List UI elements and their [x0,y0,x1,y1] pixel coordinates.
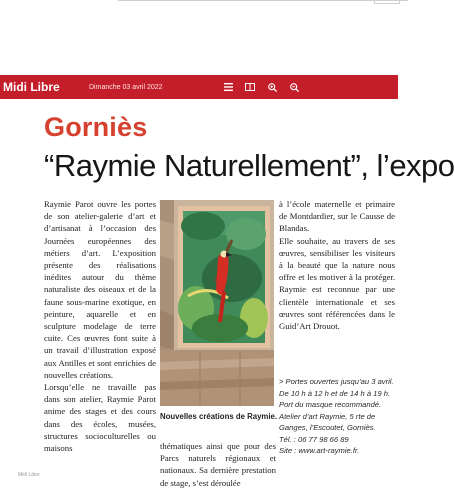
photo-caption: Nouvelles créations de Raymie. [160,412,278,421]
article-headline: “Raymie Naturellement”, l’expo [44,148,455,183]
paragraph: Raymie Parot ouvre les portes de son atelier-galerie d’art et d’artisanat à l’occasion des Journées européennes des métiers d’art. L’exposition présente des réalisations inédites autour du thème naturaliste des oiseaux et de la faune sous-marine exotique, en peinture, aquarelle et en sculpture modelage de terre cuite. Ces œuvres font suite à un travail d’illustration exposé aux Antilles et sont enrichies de nouvelles créations. [44,199,156,380]
painting-photo-illustration [160,200,274,406]
newspaper-brand: Midi Libre [3,80,60,94]
info-line-phone: Tél. : 06 77 98 66 89 [279,434,349,444]
article-column-1 [44,198,156,454]
article-photo [160,200,274,406]
article-column-3 [279,198,395,332]
paragraph: à l’école maternelle et primaire de Montdardier, sur le Causse de Blandas. [279,199,395,234]
paragraph: Elle souhaite, au travers de ses œuvres, sensibiliser les visiteurs à la beauté que la nature nous offre et les motiver à la protéger. Raymie est reconnue par une clientèle internationale et ses œuvres sont référencées dans le Guid’Art Drouot. [279,235,395,332]
info-line-website: Site : www.art-raymie.fr. [279,446,360,455]
reader-header-bar [0,75,398,99]
side-watermark: Midi Libre [18,472,40,478]
issue-date: Dimanche 03 avril 2022 [89,83,163,91]
section-title: Gorniès [44,112,148,142]
reader-icon[interactable] [239,75,261,99]
menu-icon[interactable] [217,75,239,99]
info-line-hours: > Portes ouvertes jusqu’au 3 avril. De 10 h à 12 h et de 14 h à 19 h. Port du masque recommandé. [279,377,394,409]
top-divider [118,0,408,6]
info-line-address: Atelier d’art Raymie, 5 rte de Ganges, l’Escoutet, Gorniès. [279,411,376,432]
practical-info-box [279,376,395,457]
paragraph: Lorsqu’elle ne travaille pas dans son atelier, Raymie Parot anime des stages et des cours dans des écoles, musées, structures socioculturelles ou maisons [44,382,156,454]
zoom-in-icon[interactable] [261,75,283,99]
paragraph: thématiques ainsi que pour des Parcs naturels régionaux et nationaux. Sa dernière prestation de stage, s’est déroulée [160,441,276,488]
article-column-2 [160,440,276,489]
zoom-out-icon[interactable] [283,75,305,99]
